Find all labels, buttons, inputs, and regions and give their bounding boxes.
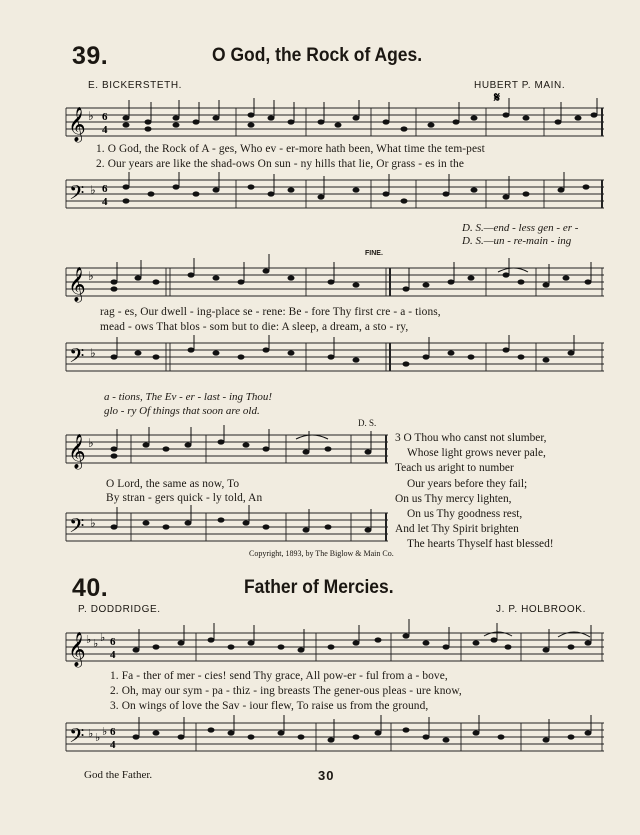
hymn-39-system-3-bass-staff [66,505,396,555]
hymn-40-words-by: P. DODDRIDGE. [78,604,161,615]
verse-3-line: Our years before they fail; [407,477,528,490]
hymn-39-ds-line-1: D. S.—end - less gen - er - [462,222,579,234]
svg-text:𝄢: 𝄢 [69,344,85,372]
svg-text:♭: ♭ [102,725,108,738]
hymn-39-system-2-bass-staff [66,335,606,385]
svg-text:𝄞: 𝄞 [68,632,86,667]
svg-text:𝄞: 𝄞 [68,107,86,142]
hymn-39-copyright: Copyright, 1893, by The Biglow & Main Co. [249,549,394,558]
svg-text:♭: ♭ [90,183,96,197]
hymn-39-music-by: HUBERT P. MAIN. [474,80,566,91]
hymn-39-fine-mark: FINE. [365,250,383,257]
footer-topic-label: God the Father. [84,769,153,781]
svg-text:6: 6 [110,636,116,648]
hymn-39-system-1-bass-staff [66,172,606,222]
svg-text:6: 6 [102,111,108,123]
page-number: 30 [318,768,335,783]
hymn-40-music-by: J. P. HOLBROOK. [496,604,586,615]
svg-text:♭: ♭ [95,731,101,744]
hymn-39-number: 39. [72,42,109,70]
hymn-39-words-by: E. BICKERSTETH. [88,80,183,91]
hymn-40-verse-2: 2. Oh, may our sym - pa - thiz - ing breasts The gener-ous pleas - ure know, [110,685,462,697]
hymn-40-verse-1: 1. Fa - ther of mer - cies! send Thy grace, All pow-er - ful from a - bove, [110,670,448,682]
verse-3-line: Whose light grows never pale, [407,447,546,460]
hymn-39-system-2-treble-staff [66,258,606,310]
hymn-39-system-2-verse-2: mead - ows That blos - som but to die: A sleep, a dream, a sto - ry, [100,321,409,333]
verse-3-line: On us Thy goodness rest, [407,508,523,521]
hymn-39-system-2-italic-line-1: a - tions, The Ev - er - last - ing Thou! [104,391,273,403]
hymn-39-system-3-treble-staff [66,425,396,477]
verse-3-line: On us Thy mercy lighten, [395,492,512,505]
hymn-40-title: Father of Mercies. [244,577,394,598]
svg-text:6: 6 [102,183,108,195]
svg-text:𝄢: 𝄢 [69,514,85,542]
hymn-39-verse-3-text [395,431,554,553]
svg-text:♭: ♭ [88,109,94,123]
svg-text:𝄋: 𝄋 [494,90,501,106]
hymn-39-system-2-verse-1: rag - es, Our dwell - ing-place se - rene: Be - fore Thy first cre - a - tions, [100,306,441,318]
hymn-39-system-1-verse-2: 2. Our years are like the shad-ows On sun - ny hills that lie, Or grass - es in the [96,158,464,170]
hymn-39-system-2-italic-line-2: glo - ry Of things that soon are old. [104,405,260,417]
svg-text:4: 4 [102,124,108,136]
hymn-40-verse-3: 3. On wings of love the Sav - iour flew, To raise us from the ground, [110,700,429,712]
verse-3-line: The hearts Thyself hast blessed! [407,538,554,551]
svg-text:♭: ♭ [88,727,94,740]
hymn-40-treble-staff [66,623,606,675]
svg-text:4: 4 [110,649,116,661]
verse-3-line: And let Thy Spirit brighten [395,523,519,536]
svg-text:6: 6 [110,726,116,738]
hymn-39-ds-mark: D. S. [358,418,377,428]
svg-text:♭: ♭ [88,269,94,283]
hymn-40-bass-staff [66,715,606,765]
verse-3-line: Teach us aright to number [395,462,514,475]
svg-text:♭: ♭ [86,633,92,646]
svg-text:♭: ♭ [100,631,106,644]
svg-text:4: 4 [102,196,108,208]
hymn-39-ds-line-2: D. S.—un - re-main - ing [462,235,572,247]
hymn-39-title: O God, the Rock of Ages. [212,45,423,66]
svg-text:♭: ♭ [90,346,96,360]
hymn-39-system-1-verse-1: 1. O God, the Rock of A - ges, Who ev - er-more hath been, What time the tem-pest [96,143,485,155]
hymn-39-system-3-verse-1: O Lord, the same as now, To [106,478,240,490]
svg-text:♭: ♭ [88,436,94,450]
svg-text:𝄢: 𝄢 [69,724,85,752]
svg-text:♭: ♭ [90,516,96,530]
svg-text:4: 4 [110,739,116,751]
svg-text:♭: ♭ [93,637,99,650]
svg-text:𝄞: 𝄞 [68,434,86,469]
svg-text:𝄢: 𝄢 [69,181,85,209]
svg-text:𝄞: 𝄞 [68,267,86,302]
hymn-40-number: 40. [72,574,109,602]
verse-3-line: 3 O Thou who canst not slumber, [395,432,547,444]
hymn-39-system-3-verse-2: By stran - gers quick - ly told, An [106,492,263,504]
